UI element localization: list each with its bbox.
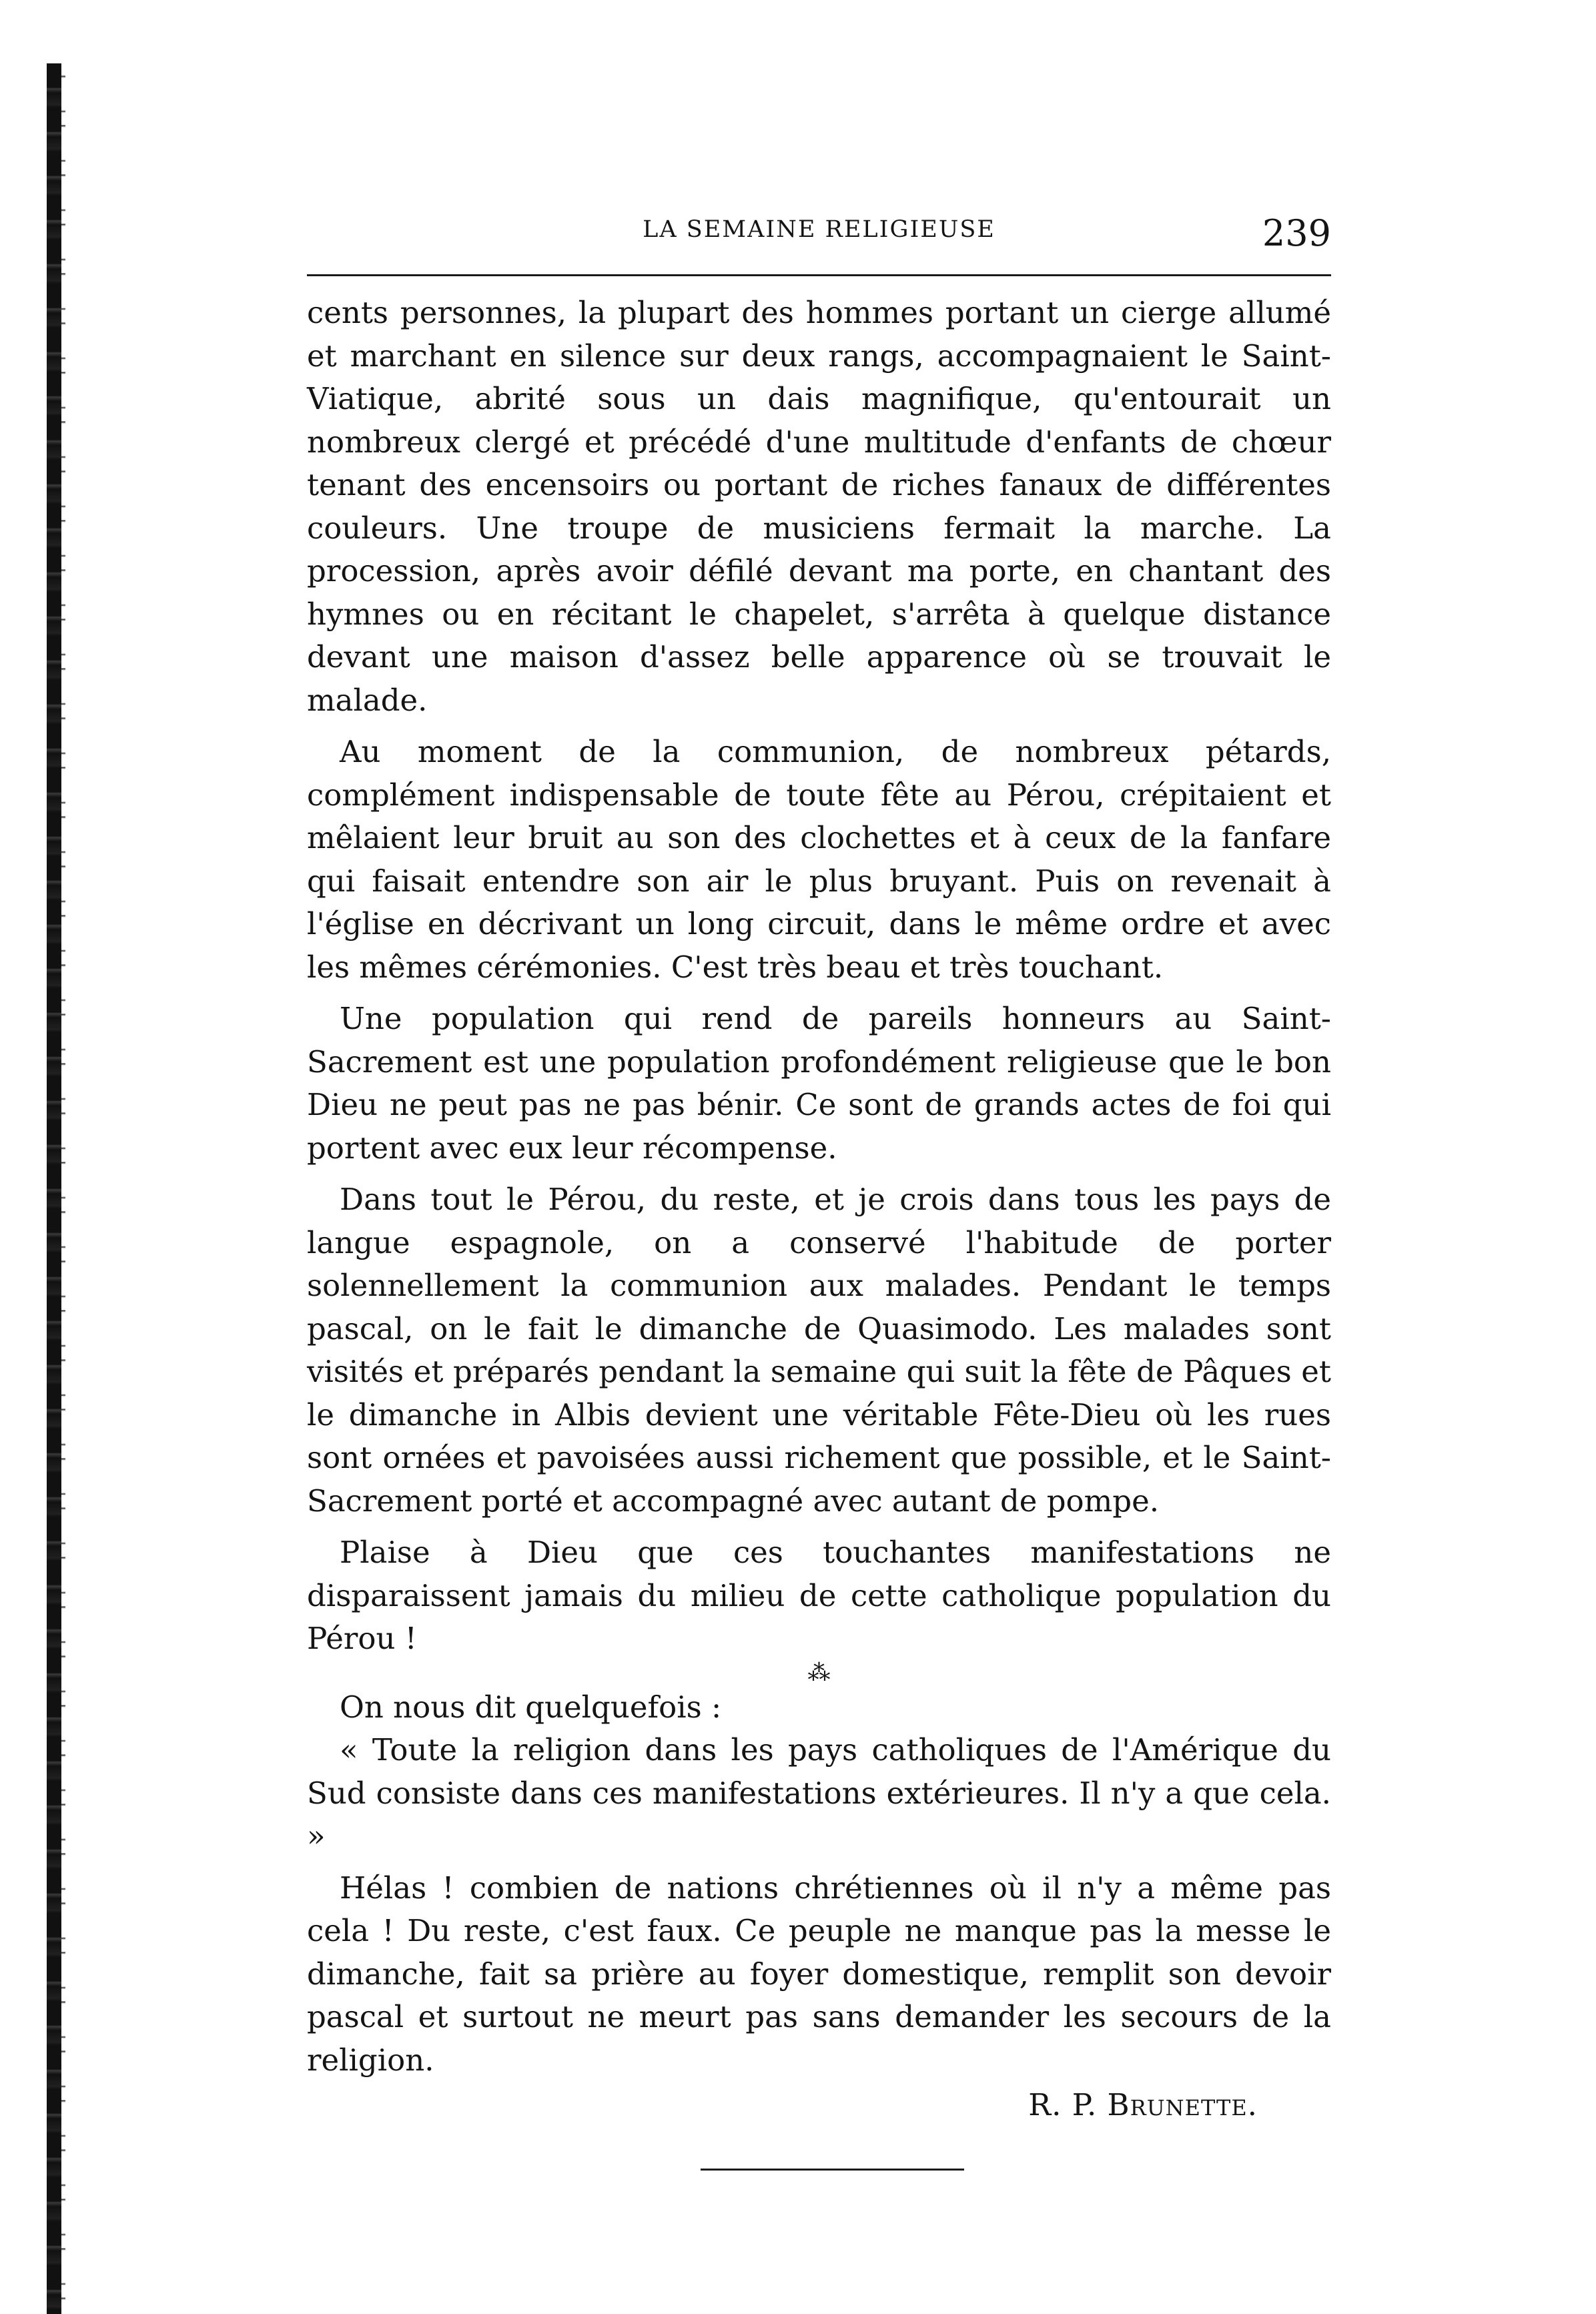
page-header [307, 212, 1331, 259]
article-body [307, 292, 1331, 2171]
paragraph-procession: cents personnes, la plupart des hommes portant un cierge allumé et marchant en silence sur deux rangs, accompagnaient le Saint-Viatique, abrité sous un dais magnifique, qu'entourait un nombreux clergé et précédé d'une multitude d'enfants de chœur tenant des encensoirs ou portant de riches fanaux de différentes couleurs. Une troupe de musiciens fermait la marche. La procession, après avoir défilé devant ma porte, en chantant des hymnes ou en récitant le chapelet, s'arrêta à quelque distance devant une maison d'assez belle apparence où se trouvait le malade. [307, 295, 1331, 718]
running-title: LA SEMAINE RELIGIEUSE [643, 216, 995, 243]
paragraph-prayer: Plaise à Dieu que ces touchantes manifestations ne disparaissent jamais du milieu de cette catholique population du Pérou ! [307, 1535, 1331, 1656]
end-rule [701, 2169, 964, 2171]
paragraph-objection-intro: On nous dit quelquefois : [340, 1689, 722, 1725]
paragraph-communion: Au moment de la communion, de nombreux pétards, complément indispensable de toute fête au Pérou, crépitaient et mêlaient leur bruit au son des clochettes et à ceux de la fanfare qui faisait entendre son air le plus bruyant. Puis on revenait à l'église en décrivant un long circuit, dans le même ordre et avec les mêmes cérémonies. C'est très beau et très touchant. [307, 734, 1331, 985]
binding-edge [47, 63, 61, 2314]
paragraph-reply: Hélas ! combien de nations chrétiennes où il n'y a même pas cela ! Du reste, c'est faux. Ce peuple ne manque pas la messe le dimanche, fait sa prière au foyer domestique, remplit son devoir pascal et surtout ne meurt pas sans demander les secours de la religion. [307, 1870, 1331, 2078]
header-rule [307, 274, 1331, 276]
author-signature: R. P. Brunette. [1028, 2087, 1258, 2123]
asterism-separator: ⁂ [807, 1659, 831, 1686]
paragraph-objection-quote: « Toute la religion dans les pays catholiques de l'Amérique du Sud consiste dans ces manifestations extérieures. Il n'y a que cela. » [307, 1732, 1331, 1854]
paragraph-population: Une population qui rend de pareils honneurs au Saint-Sacrement est une population profondément religieuse que le bon Dieu ne peut pas ne pas bénir. Ce sont de grands actes de foi qui portent avec eux leur récompense. [307, 1001, 1331, 1166]
page-number: 239 [1262, 212, 1331, 254]
paragraph-peru-custom: Dans tout le Pérou, du reste, et je crois dans tous les pays de langue espagnole, on a conservé l'habitude de porter solennellement la communion aux malades. Pendant le temps pascal, on le fait le dimanche de Quasimodo. Les malades sont visités et préparés pendant la semaine qui suit la fête de Pâques et le dimanche in Albis devient une véritable Fête-Dieu où les rues sont ornées et pavoisées aussi richement que possible, et le Saint-Sacrement porté et accompagné avec autant de pompe. [307, 1182, 1331, 1519]
